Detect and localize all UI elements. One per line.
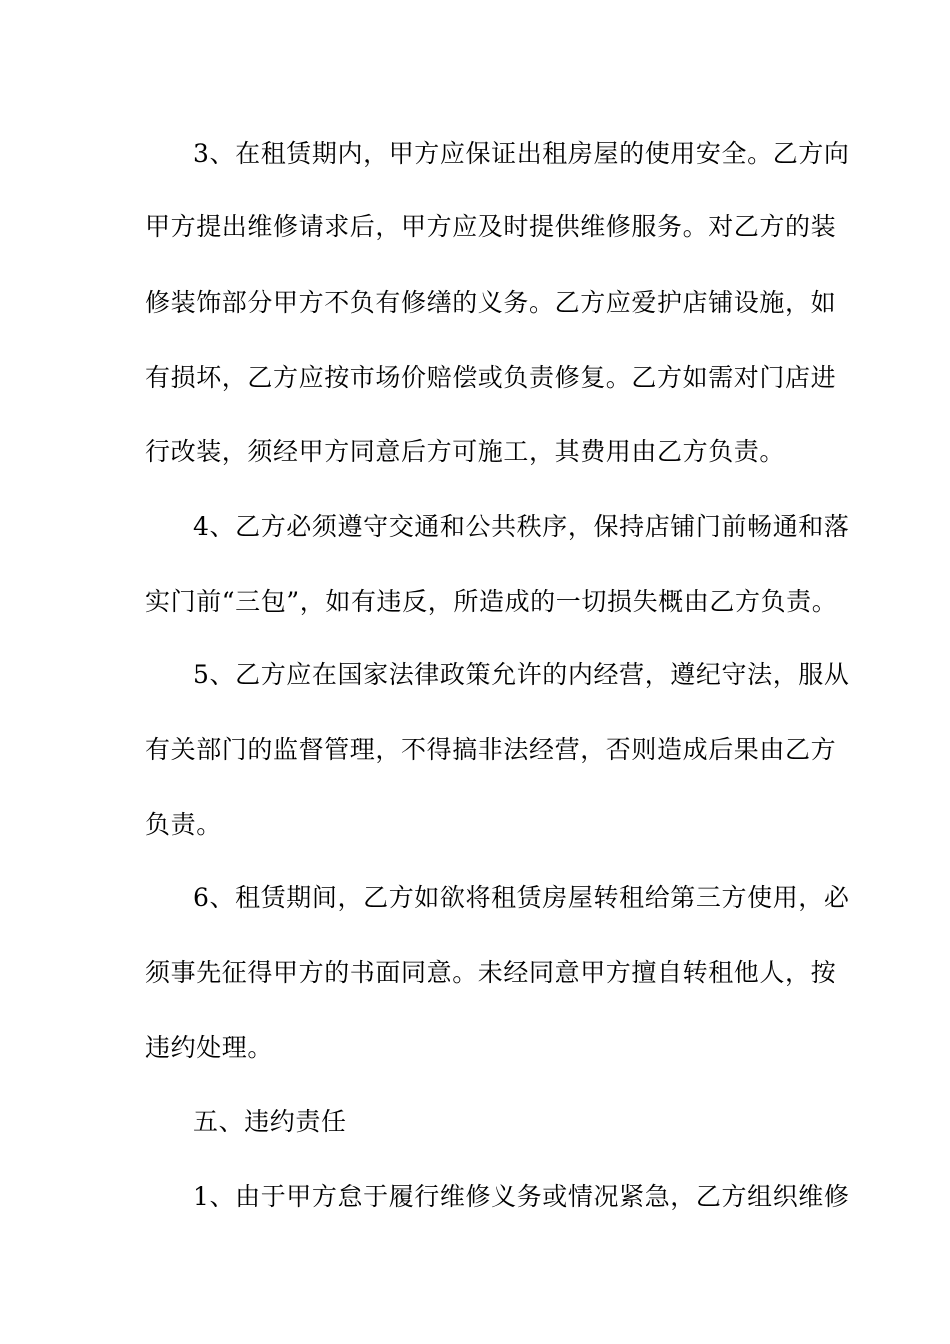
clause-6-line-1: 6、租赁期间，乙方如欲将租赁房屋转租给第三方使用，必	[193, 883, 850, 912]
clause-3-line-3: 修装饰部分甲方不负有修缮的义务。乙方应爱护店铺设施，如	[145, 288, 837, 317]
clause-6-line-3: 违约处理。	[145, 1033, 274, 1062]
clause-5-line-3: 负责。	[145, 810, 222, 839]
clause-3-line-5: 行改装，须经甲方同意后方可施工，其费用由乙方负责。	[145, 437, 786, 466]
breach-clause-1-line-1: 1、由于甲方怠于履行维修义务或情况紧急，乙方组织维修	[193, 1182, 850, 1211]
clause-3-line-1: 3、在租赁期内，甲方应保证出租房屋的使用安全。乙方向	[193, 139, 850, 168]
clause-3-line-4: 有损坏，乙方应按市场价赔偿或负责修复。乙方如需对门店进	[145, 363, 837, 392]
clause-4-line-2: 实门前“三包”，如有违反，所造成的一切损失概由乙方负责。	[145, 587, 838, 616]
clause-5-line-1: 5、乙方应在国家法律政策允许的内经营，遵纪守法，服从	[193, 660, 850, 689]
clause-3-line-2: 甲方提出维修请求后，甲方应及时提供维修服务。对乙方的装	[145, 212, 837, 241]
clause-6-line-2: 须事先征得甲方的书面同意。未经同意甲方擅自转租他人，按	[145, 958, 837, 987]
clause-4-line-1: 4、乙方必须遵守交通和公共秩序，保持店铺门前畅通和落	[193, 512, 850, 541]
section-heading-breach-liability: 五、违约责任	[193, 1107, 347, 1136]
clause-5-line-2: 有关部门的监督管理，不得搞非法经营，否则造成后果由乙方	[145, 735, 837, 764]
